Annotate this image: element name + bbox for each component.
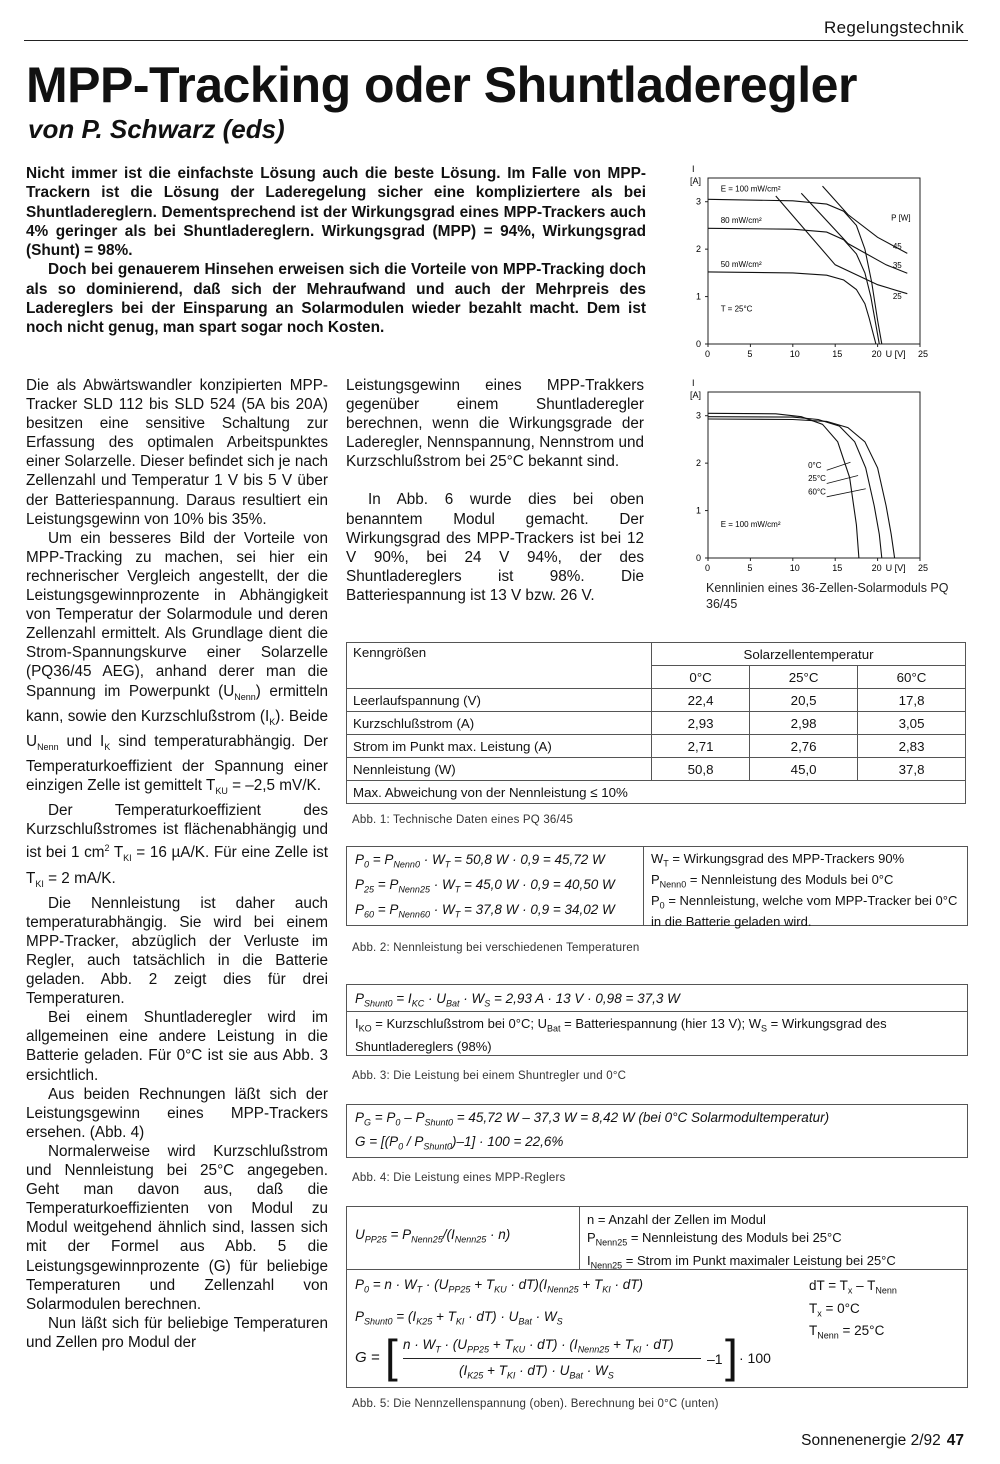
iv-chart-temperature [688,378,958,583]
figure-caption: Abb. 5: Die Nennzellenspannung (oben). Berechnung bei 0°C (unten) [352,1398,719,1410]
y-tick-label: 2 [696,244,702,255]
x-tick-label: 5 [747,349,753,359]
x-axis-label: U [V] [885,563,906,573]
series-line [708,228,879,344]
row-label: Leerlaufspannung (V) [347,689,652,712]
series-label: 60°C [808,487,826,497]
cell: 2,83 [858,735,966,758]
y-tick-label: 1 [696,505,702,516]
series-label: 0°C [808,460,822,470]
definitions: $W_T$ = Wirkungsgrad des MPP-Trackers 90% $P_{Nenn0}$ = Nennleistung des Moduls bei 0°C $P_0$ = Nennleistung, welche vom MPP-Tracker bei 0°C in die Batterie geladen wird. [651,851,958,930]
power-axis-label: P [W] [891,213,911,223]
divider [347,1011,967,1012]
tech-data-table [346,642,966,804]
table-row [347,712,966,735]
temp-definitions: dT = $T_x - T_{Nenn}$ $T_x = 0^\circ C$ $T_{Nenn} = 25^\circ C$ [809,1278,897,1342]
section-label: Regelungstechnik [824,18,964,37]
header-rule [24,40,968,41]
temperature-label: T = 25°C [720,304,753,314]
equation: $G = [(P_0 / P_{Shunt0})-1] \cdot 100 = 22,6\%$ [355,1134,564,1152]
series-label: 50 mW/cm² [720,260,762,270]
series-label: E = 100 mW/cm² [720,184,781,194]
y-axis-unit: [A] [690,176,702,186]
cell: 20,5 [750,689,858,712]
equation: $P_{25} = P_{Nenn25} \cdot W_T = 45,0$ W · 0,9 = 40,50 W [355,877,615,895]
fraction-numerator: $n \cdot W_T \cdot (U_{PP25} + T_{KU} \cdot dT) \cdot (I_{Nenn25} + T_{KI} \cdot dT)$ [403,1337,674,1355]
iv-chart-irradiance [688,164,958,369]
bracket-left: [ [385,1330,398,1382]
formula-box-abb2 [346,846,968,930]
y-tick-label: 3 [696,196,702,207]
row-label: Kurzschlußstrom (A) [347,712,652,735]
x-tick-label: 5 [747,563,753,573]
times-100: · 100 [739,1350,771,1366]
lead-paragraph: Nicht immer ist die einfachste Lösung auch die beste Lösung. Im Falle von MPP-Trackern ist die Lösung der Laderegelung sicher eine kompliziertere als bei Shuntladereglern. Dementsprechend ist der Wirkungsgrad eines MPP-Trackers auch 4% geringer als bei Shuntladereglern. Wirkungsgrad (MPP) = 94%, Wirkungsgrad (Shunt) = 98%. [26,165,646,260]
definitions: n = Anzahl der Zellen im Modul $P_{Nenn25}$ = Nennleistung des Moduls bei 25°C $I_{Nenn25}$ = Strom im Punkt maximaler Leistung bei 25°C [587,1212,896,1271]
equation: $U_{PP25} = P_{Nenn25}/(I_{Nenn25} \cdot n)$ [355,1227,511,1245]
irradiance-label: E = 100 mW/cm² [720,520,781,530]
chart-svg [688,378,958,578]
table-row [347,735,966,758]
table-temp-header: 25°C [750,666,858,689]
cell: 45,0 [750,758,858,781]
figure-caption: Abb. 4: Die Leistung eines MPP-Reglers [352,1172,566,1184]
series-line [708,419,895,558]
chart-svg [688,164,958,364]
series-line [801,193,907,273]
body-paragraph: Um ein besseres Bild der Vorteile von MPP-Tracking zu machen, sei hier ein rechnerischer Vergleich angestellt, der die Leistungsgewinnprozente in Abhängigkeit von Temperatur der Solarmodule und deren Zellenzahl ermittelt. Als Grundlage dient die Strom-Spannungskurve einer Solarzelle (PQ36/45 AEG), anhand derer man die Spannung im Powerpunkt $(U_{Nenn})$ ermitteln kann, sowie den Kurzschlußstrom $(I_K)$. Beide $U_{Nenn}$ und $I_K$ sind temperaturabhängig. Der Temperaturkoeffizient der Spannung einer einzigen Zelle ist gemittelt $T_{KU} = -2,5$ mV/K. [26,529,328,797]
cell: 50,8 [652,758,750,781]
equation: $P_{Shunt0} = I_{KC} \cdot U_{Bat} \cdot W_S = 2,93$ A · 13 V · 0,98 = 37,3 W [355,991,680,1009]
body-paragraph: Der Temperaturkoeffizient des Kurzschlußstromes ist flächenabhängig und ist bei 1 $cm^2$ $T_{KI} = 16$ µA/K. Für eine Zelle ist $T_{KI} = 2$ mA/K. [26,802,328,889]
series-label: 25 [892,291,902,301]
cell: 17,8 [858,689,966,712]
y-axis-unit: [A] [690,390,702,400]
table-col-header: Kenngrößen [347,643,652,689]
body-paragraph: Bei einem Shuntladeregler wird im allgemeinen eine andere Leistung in die Batterie geladen. Für 0°C ist sie aus Abb. 3 ersichtlich. [26,1009,328,1084]
row-label: Strom im Punkt max. Leistung (A) [347,735,652,758]
divider [347,1269,967,1270]
table-footnote: Max. Abweichung von der Nennleistung ≤ 10% [347,781,966,804]
page-footer [801,1432,964,1450]
cell: 2,76 [750,735,858,758]
cell: 22,4 [652,689,750,712]
x-tick-label: 15 [832,349,843,359]
x-tick-label: 25 [918,563,929,573]
table-temp-header: 0°C [652,666,750,689]
x-tick-label: 10 [789,563,800,573]
y-tick-label: 1 [696,291,702,302]
divider [579,1207,580,1269]
article-author: von P. Schwarz (eds) [28,114,285,144]
lead-paragraphs [26,164,646,338]
series-label: 45 [892,242,902,252]
fraction-bar [403,1358,701,1359]
cell: 2,71 [652,735,750,758]
body-paragraph: Leistungsgewinn eines MPP-Trakkers gegenüber einem Shuntladeregler berechnen, wenn die Wirkungsgrade der Laderegler, Nennspannung, Nennstrom und Kurzschlußstrom bei 25°C bekannt sind. [346,377,644,471]
equation: $P_{60} = P_{Nenn60} \cdot W_T = 37,8$ W · 0,9 = 34,02 W [355,902,615,920]
chart-caption: Kennlinien eines 36-Zellen-Solarmoduls PQ 36/45 [706,581,949,611]
gain-formula-lhs: G = [355,1349,380,1366]
table-group-header: Solarzellentemperatur [652,643,966,666]
y-axis-label: I [692,378,695,388]
body-paragraph: In Abb. 6 wurde dies bei oben benanntem Modul gemacht. Der Wirkungsgrad des MPP-Trackers ist bei 12 V 90%, bei 24 V 94%, der des Shuntladereglers ist 98%. Die Batteriespannung ist 13 V bzw. 26 V. [346,491,644,604]
figure-caption: Abb. 3: Die Leistung bei einem Shuntregler und 0°C [352,1070,627,1082]
series-label: 35 [892,261,902,271]
journal-name: Sonnenenergie 2/92 [801,1432,941,1449]
formula-box-abb5 [346,1206,968,1388]
body-column-1 [26,376,328,1352]
y-tick-label: 0 [696,339,702,349]
equation: $P_0 = P_{Nenn0} \cdot W_T = 50,8$ W · 0,9 = 45,72 W [355,852,605,870]
equation: $P_0 = n \cdot W_T \cdot (U_{PP25} + T_{KU} \cdot dT)(I_{Nenn25} + T_{KI} \cdot dT)$ [355,1277,644,1295]
y-axis-label: I [692,164,695,174]
body-paragraph: Nun läßt sich für beliebige Temperaturen und Zellen pro Modul der [26,1314,328,1351]
formula-box-abb3 [346,984,968,1056]
y-tick-label: 2 [696,458,702,469]
x-tick-label: 10 [789,349,800,359]
cell: 3,05 [858,712,966,735]
equation: $P_{Shunt0} = (I_{K25} + T_{KI} \cdot dT) \cdot U_{Bat} \cdot W_S$ [355,1309,563,1327]
table-row [347,689,966,712]
series-line [708,417,882,558]
lead-paragraph: Doch bei genauerem Hinsehen erweisen sich die Vorteile von MPP-Tracking doch als so dominierend, daß sich der Mehraufwand und auch der Mehrpreis des Ladereglers bei der Einsparung an Solarmodulen wieder bezahlt macht. Dem ist noch nicht genug, man spart sogar noch Kosten. [26,261,646,337]
page-number: 47 [946,1432,964,1449]
figure-caption: Abb. 2: Nennleistung bei verschiedenen Temperaturen [352,942,640,954]
series-line [708,413,859,558]
x-tick-label: 20 [871,563,882,573]
series-label: 80 mW/cm² [720,216,762,226]
x-tick-label: 0 [705,563,711,573]
formula-box-abb4 [346,1104,968,1158]
cell: 2,93 [652,712,750,735]
body-column-2 [346,376,644,605]
fraction-denominator: $(I_{K25} + T_{KI} \cdot dT) \cdot U_{Bat} \cdot W_S$ [459,1363,614,1381]
figure-caption: Abb. 1: Technische Daten eines PQ 36/45 [352,814,574,826]
series-leader-line [827,489,866,497]
body-paragraph: Die als Abwärtswandler konzipierten MPP-Tracker SLD 112 bis SLD 524 (5A bis 20A) besitzen eine sensitive Schaltung zur Erfassung des optimalen Arbeitspunktes einer Solarzelle. Dieser befindet sich je nach Zellenzahl und Temperatur 1 V bis 5 V über der Batteriespannung. Daraus resultiert ein Leistungsgewinn von 10% bis 35%. [26,377,328,528]
definitions: $I_{KO}$ = Kurzschlußstrom bei 0°C; $U_{Bat}$ = Batteriespannung (hier 13 V); $W_S$ = Wirkungsgrad des Shuntladereglers (98%) [355,1016,887,1054]
x-axis-label: U [V] [885,349,906,359]
body-paragraph: Normalerweise wird Kurzschlußstrom und Nennleistung bei 25°C angegeben. Geht man davon aus, daß die Temperaturkoeffizienten von Modul zu Modul weitgehend ähnlich sind, lassen sich mit der Formel aus Abb. 5 die Leistungsgewinnprozente (G) für beliebige Temperaturen und Zellenzahl von Solarmodulen berechnen. [26,1142,328,1313]
table-temp-header: 60°C [858,666,966,689]
x-tick-label: 20 [871,349,882,359]
bracket-right: ] [725,1330,738,1382]
cell: 2,98 [750,712,858,735]
divider [643,847,644,925]
x-tick-label: 0 [705,349,711,359]
body-paragraph: Aus beiden Rechnungen läßt sich der Leistungsgewinn eines MPP-Trackers ersehen. (Abb. 4) [26,1085,328,1141]
x-tick-label: 15 [832,563,843,573]
y-tick-label: 3 [696,410,702,421]
x-tick-label: 25 [918,349,929,359]
row-label: Nennleistung (W) [347,758,652,781]
series-label: 25°C [808,474,826,484]
minus-one: –1 [707,1351,723,1367]
article-title: MPP-Tracking oder Shuntladeregler [26,57,857,113]
body-paragraph: Die Nennleistung ist daher auch temperaturabhängig. Sie wird bei einem MPP-Tracker, abzüglich der Verluste im Regler, auch tatsächlich in die Batterie geladen. Abb. 2 zeigt dies für drei Temperaturen. [26,894,328,1008]
series-leader-line [827,475,858,483]
cell: 37,8 [858,758,966,781]
table-row [347,758,966,781]
equation: $P_G = P_0 - P_{Shunt0} = 45,72$ W – 37,3 W = 8,42 W (bei 0°C Solarmodultemperatur) [355,1110,830,1128]
y-tick-label: 0 [696,553,702,563]
